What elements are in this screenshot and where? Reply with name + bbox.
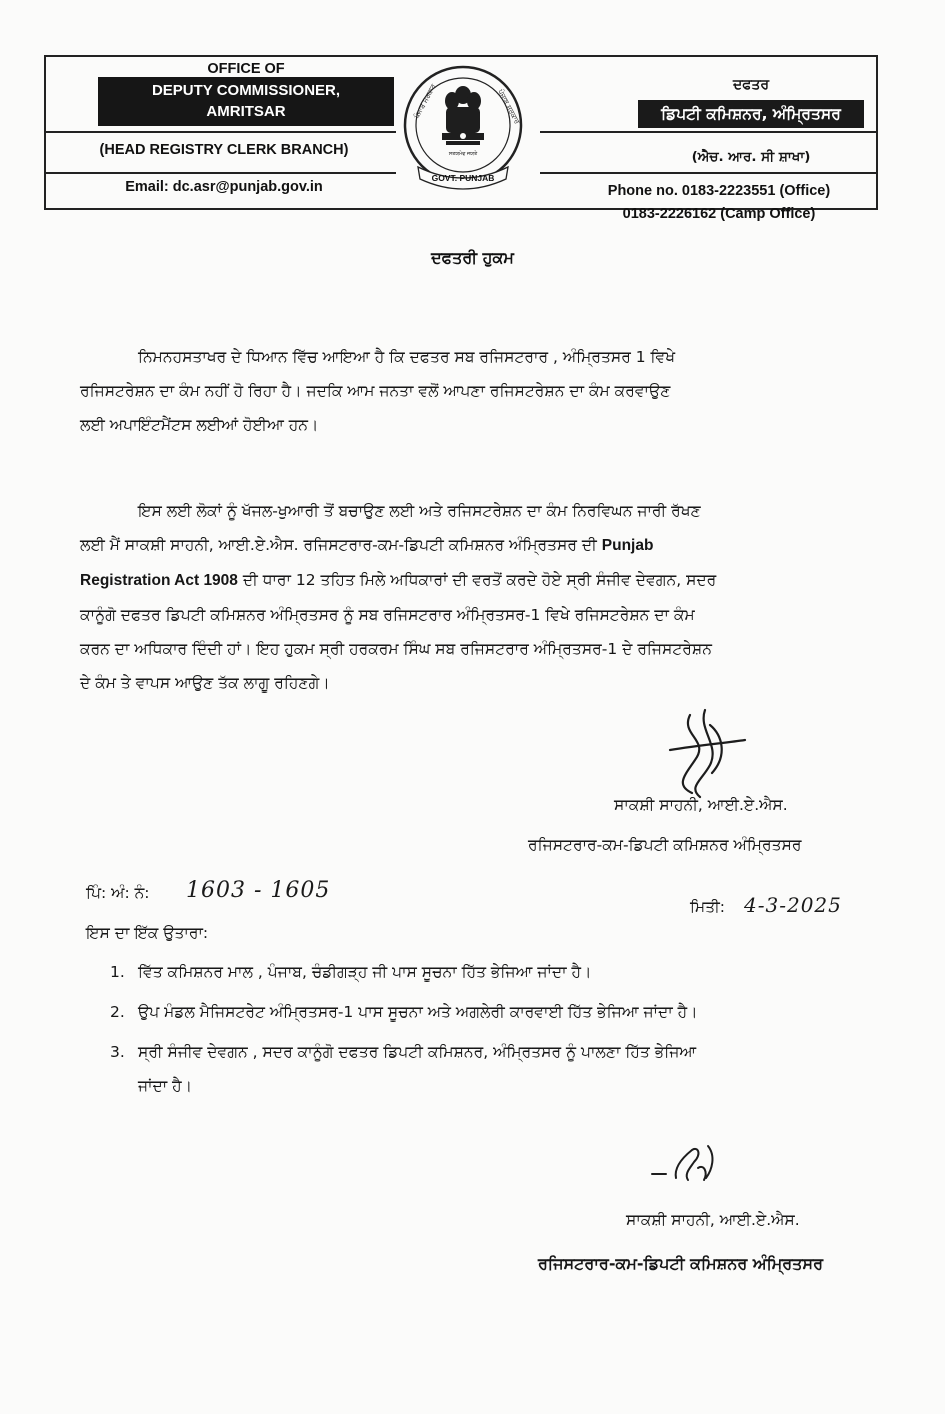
copy-item-number: 3.: [110, 1043, 125, 1061]
document-title: ਦਫਤਰੀ ਹੁਕਮ: [431, 248, 514, 267]
handwritten-signature-2: [650, 1138, 730, 1188]
paragraph-2-text: ਲਈ ਮੈਂ ਸਾਕਸ਼ੀ ਸਾਹਨੀ, ਆਈ.ਏ.ਐਸ. ਰਜਿਸਟਰਾਰ-ਕਮ-ਡਿਪਟੀ ਕਮਿਸ਼ਨਰ ਅੰਮ੍ਰਿਤਸਰ ਦੀ: [80, 536, 602, 554]
lion-capital-icon: [442, 86, 484, 145]
header-left-border: [44, 55, 46, 209]
phone-line1: Phone no. 0183-2223551 (Office): [607, 183, 831, 199]
copy-heading: ਇਸ ਦਾ ਇੱਕ ਉਤਾਰਾ:: [86, 924, 209, 942]
copy-item-text: ਉਪ ਮੰਡਲ ਮੈਜਿਸਟਰੇਟ ਅੰਮ੍ਰਿਤਸਰ-1 ਪਾਸ ਸੂਚਨਾ ਅਤੇ ਅਗਲੇਰੀ ਕਾਰਵਾਈ ਹਿੱਤ ਭੇਜਿਆ ਜਾਂਦਾ ਹੈ।: [138, 1003, 698, 1021]
act-name-part2: Registration Act 1908: [80, 572, 238, 589]
office-of-label-punjabi: ਦਫਤਰ: [732, 77, 770, 93]
copy-item-text: ਵਿੱਤ ਕਮਿਸ਼ਨਰ ਮਾਲ , ਪੰਜਾਬ, ਚੰਡੀਗੜ੍ਹ ਜੀ ਪਾਸ ਸੂਚਨਾ ਹਿੱਤ ਭੇਜਿਆ ਜਾਂਦਾ ਹੈ।: [138, 963, 592, 981]
copy-item-number: 2.: [110, 1003, 125, 1021]
office-name-line1: DEPUTY COMMISSIONER,: [151, 82, 341, 99]
paragraph-1-line: ਨਿਮਨਹਸਤਾਖਰ ਦੇ ਧਿਆਨ ਵਿੱਚ ਆਇਆ ਹੈ ਕਿ ਦਫਤਰ ਸਬ ਰਜਿਸਟਰਾਰ , ਅੰਮ੍ਰਿਤਸਰ 1 ਵਿਖੇ: [138, 348, 676, 366]
header-left-rule-1: [44, 131, 396, 133]
header-top-rule: [44, 55, 878, 57]
copy-item-text: ਜਾਂਦਾ ਹੈ।: [138, 1077, 193, 1095]
emblem-ring-text-left: ਪੰਜਾਬ ਸਰਕਾਰ: [412, 82, 438, 120]
signatory-designation-2: ਰਜਿਸਟਰਾਰ-ਕਮ-ਡਿਪਟੀ ਕਮਿਸ਼ਨਰ ਅੰਮ੍ਰਿਤਸਰ: [538, 1254, 823, 1273]
act-name-part1: Punjab: [601, 537, 654, 554]
branch-label: (HEAD REGISTRY CLERK BRANCH): [99, 142, 349, 158]
copy-list-item: [110, 955, 698, 989]
emblem-ring-text-right: ਪੰਜਾਬ ਸਰਕਾਰ: [496, 88, 522, 126]
phone-line2: 0183-2226162 (Camp Office): [622, 206, 816, 222]
paragraph-2-line: ਇਸ ਲਈ ਲੋਕਾਂ ਨੂੰ ਖੱਜਲ-ਖੁਆਰੀ ਤੋਂ ਬਚਾਉਣ ਲਈ ਅਤੇ ਰਜਿਸਟਰੇਸ਼ਨ ਦਾ ਕੰਮ ਨਿਰਵਿਘਨ ਜਾਰੀ ਰੱਖਣ: [138, 502, 701, 520]
signatory-designation-1: ਰਜਿਸਟਰਾਰ-ਕਮ-ਡਿਪਟੀ ਕਮਿਸ਼ਨਰ ਅੰਮ੍ਰਿਤਸਰ: [528, 836, 802, 854]
paragraph-2-line: ਕਾਨੂੰਗੋ ਦਫਤਰ ਡਿਪਟੀ ਕਮਿਸ਼ਨਰ ਅੰਮ੍ਰਿਤਸਰ ਨੂੰ ਸਬ ਰਜਿਸਟਰਾਰ ਅੰਮ੍ਰਿਤਸਰ-1 ਵਿਖੇ ਰਜਿਸਟਰੇਸ਼ਨ ਦਾ ਕੰਮ: [80, 606, 695, 624]
date-value: 4-3-2025: [744, 893, 842, 917]
branch-label-punjabi: (ਐਚ. ਆਰ. ਸੀ ਸ਼ਾਖਾ): [691, 149, 811, 165]
paragraph-2-text: ਦੀ ਧਾਰਾ 12 ਤਹਿਤ ਮਿਲੇ ਅਧਿਕਾਰਾਂ ਦੀ ਵਰਤੋਂ ਕਰਦੇ ਹੋਏ ਸ੍ਰੀ ਸੰਜੀਵ ਦੇਵਗਨ, ਸਦਰ: [237, 571, 717, 589]
office-name-box: [98, 77, 394, 126]
endorsement-number: 1603 - 1605: [186, 878, 331, 903]
email-text: Email: dc.asr@punjab.gov.in: [125, 179, 323, 195]
paragraph-1: [80, 340, 860, 442]
paragraph-2: [80, 494, 870, 700]
office-of-label: OFFICE OF: [207, 61, 285, 77]
header-right-rule-2: [540, 172, 878, 174]
office-name-line2: AMRITSAR: [206, 103, 286, 120]
signatory-name-2: ਸਾਕਸ਼ੀ ਸਾਹਨੀ, ਆਈ.ਏ.ਐਸ.: [626, 1211, 800, 1229]
copy-list: [110, 955, 698, 1109]
paragraph-2-line: ਕਰਨ ਦਾ ਅਧਿਕਾਰ ਦਿੰਦੀ ਹਾਂ। ਇਹ ਹੁਕਮ ਸ੍ਰੀ ਹਰਕਰਮ ਸਿੰਘ ਸਬ ਰਜਿਸਟਰਾਰ ਅੰਮ੍ਰਿਤਸਰ-1 ਦੇ ਰਜਿਸਟਰੇਸ਼ਨ: [80, 640, 712, 658]
letterhead: [44, 55, 878, 222]
paragraph-1-line: ਲਈ ਅਪਾਇੰਟਮੈਂਟਸ ਲਈਆਂ ਹੋਈਆ ਹਨ।: [80, 416, 319, 434]
paragraph-2-line: [80, 563, 870, 598]
emblem-motto: ਸਤਯਮੇਵ ਜਯਤੇ: [448, 151, 478, 157]
signatory-name-1: ਸਾਕਸ਼ੀ ਸਾਹਨੀ, ਆਈ.ਏ.ਐਸ.: [614, 796, 788, 814]
copy-list-item: [110, 995, 698, 1029]
handwritten-signature-1: [650, 705, 760, 800]
paragraph-2-line: [80, 528, 870, 563]
copy-list-item: [110, 1035, 698, 1103]
emblem-banner-text: GOVT. PUNJAB: [431, 173, 495, 183]
header-right-rule-1: [540, 131, 878, 133]
office-name-box-punjabi: ਡਿਪਟੀ ਕਮਿਸ਼ਨਰ, ਅੰਮ੍ਰਿਤਸਰ: [638, 100, 864, 128]
copy-item-number: 1.: [110, 963, 125, 981]
header-left-rule-2: [44, 172, 396, 174]
date-label: ਮਿਤੀ:: [690, 898, 725, 916]
govt-punjab-emblem: [394, 61, 532, 195]
paragraph-2-line: ਦੇ ਕੰਮ ਤੇ ਵਾਪਸ ਆਉਣ ਤੱਕ ਲਾਗੂ ਰਹਿਣਗੇ।: [80, 674, 330, 692]
endorsement-label: ਪਿੰ: ਅੰ: ਨੰ:: [86, 884, 150, 902]
paragraph-1-line: ਰਜਿਸਟਰੇਸ਼ਨ ਦਾ ਕੰਮ ਨਹੀਂ ਹੋ ਰਿਹਾ ਹੈ। ਜਦਕਿ ਆਮ ਜਨਤਾ ਵਲੋਂ ਆਪਣਾ ਰਜਿਸਟਰੇਸ਼ਨ ਦਾ ਕੰਮ ਕਰਵਾਉਣ: [80, 382, 671, 400]
copy-item-text: ਸ੍ਰੀ ਸੰਜੀਵ ਦੇਵਗਨ , ਸਦਰ ਕਾਨੂੰਗੋ ਦਫਤਰ ਡਿਪਟੀ ਕਮਿਸ਼ਨਰ, ਅੰਮ੍ਰਿਤਸਰ ਨੂੰ ਪਾਲਣਾ ਹਿੱਤ ਭੇਜਿਆ: [138, 1043, 697, 1061]
